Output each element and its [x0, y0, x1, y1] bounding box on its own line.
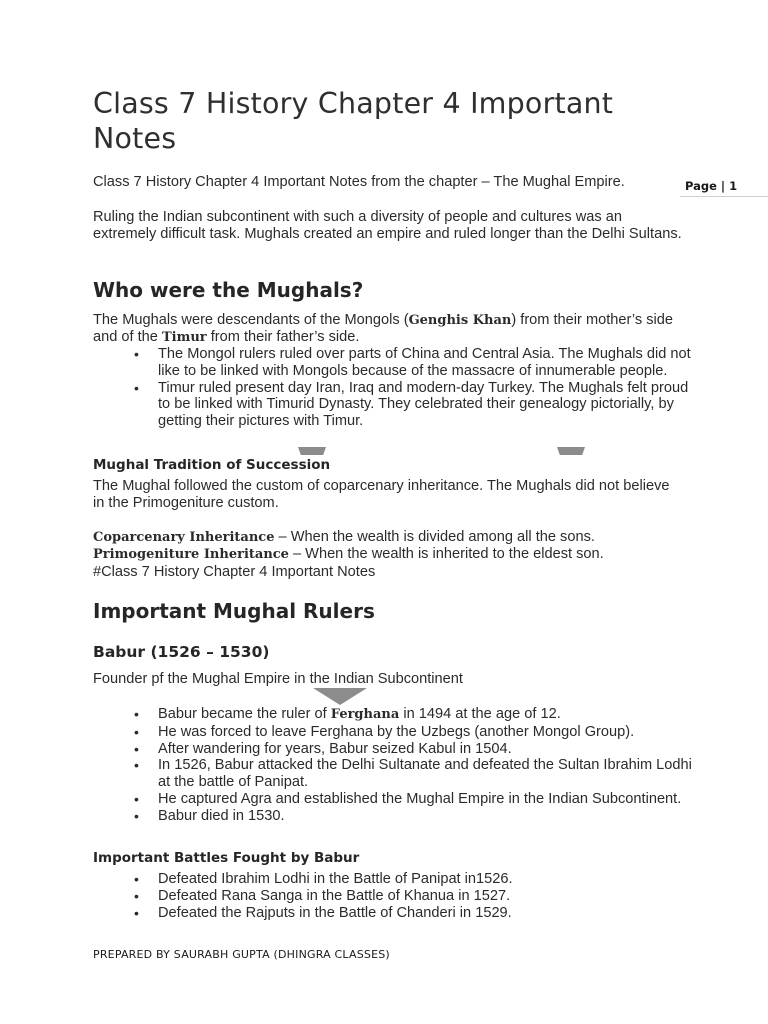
term-primogeniture: Primogeniture Inheritance — [93, 547, 289, 562]
coparcenary-text: – When the wealth is divided among all the sons. — [274, 529, 595, 545]
hashtag-text: #Class 7 History Chapter 4 Important Notes — [93, 564, 376, 580]
list-item: • Babur died in 1530. — [93, 808, 693, 825]
list-item: • He was forced to leave Ferghana by the Uzbegs (another Mongol Group). — [93, 724, 693, 741]
heading-succession: Mughal Tradition of Succession — [93, 457, 331, 473]
heading-battles: Important Battles Fought by Babur — [93, 850, 360, 866]
who-text-c: ) from their mother’s side and of the — [93, 312, 674, 345]
babur-b1-text-a: Babur became the ruler of — [158, 706, 331, 722]
page-title: Class 7 History Chapter 4 Important Notes — [93, 87, 614, 155]
succession-paragraph: The Mughal followed the custom of coparcenary inheritance. The Mughals did not believe in the Primogeniture custom. — [93, 478, 670, 511]
who-bullet-list — [93, 346, 693, 430]
who-text-e: from their father’s side. — [206, 329, 360, 345]
battles-bullet-list — [93, 871, 693, 921]
intro-paragraph: Class 7 History Chapter 4 Important Notes from the chapter – The Mughal Empire. — [93, 174, 625, 190]
heading-babur: Babur (1526 – 1530) — [93, 643, 270, 661]
primogeniture-definition — [93, 546, 683, 563]
term-ferghana: Ferghana — [330, 707, 400, 722]
heading-important-rulers: Important Mughal Rulers — [93, 599, 375, 623]
decorative-shape — [298, 447, 326, 455]
term-genghis-khan: Genghis Khan — [408, 313, 512, 328]
coparcenary-definition — [93, 529, 683, 546]
footer-prepared-by: PREPARED BY SAURABH GUPTA (DHINGRA CLASSES) — [93, 948, 390, 961]
primogeniture-text: – When the wealth is inherited to the eldest son. — [288, 546, 604, 562]
list-item: • After wandering for years, Babur seized Kabul in 1504. — [93, 741, 693, 758]
list-item: • Defeated the Rajputs in the Battle of Chanderi in 1529. — [93, 905, 693, 922]
babur-bullet-list — [93, 706, 693, 825]
list-item: • Timur ruled present day Iran, Iraq and modern-day Turkey. The Mughals felt proud to be linked with Timurid Dynasty. They celebrated their genealogy pictorially, by getting their pictures with Timur. — [93, 380, 693, 430]
list-item — [93, 706, 693, 724]
babur-b1-text-c: in 1494 at the age of 12. — [399, 706, 561, 722]
decorative-shape — [557, 447, 585, 455]
term-timur: Timur — [161, 330, 207, 345]
list-item: • He captured Agra and established the Mughal Empire in the Indian Subcontinent. — [93, 791, 693, 808]
who-paragraph — [93, 312, 683, 346]
term-coparcenary: Coparcenary Inheritance — [93, 530, 275, 545]
list-item: • The Mongol rulers ruled over parts of China and Central Asia. The Mughals did not like to be linked with Mongols because of the massacre of innumerable people. — [93, 346, 693, 380]
heading-who-were-mughals: Who were the Mughals? — [93, 278, 364, 302]
list-item: • Defeated Ibrahim Lodhi in the Battle of Panipat in1526. — [93, 871, 693, 888]
list-item: • Defeated Rana Sanga in the Battle of Khanua in 1527. — [93, 888, 693, 905]
decorative-shape — [313, 688, 367, 705]
intro-paragraph-2: Ruling the Indian subcontinent with such a diversity of people and cultures was an extremely difficult task. Mughals created an empire and ruled longer than the Delhi Sultans. — [93, 209, 682, 242]
who-text-a: The Mughals were descendants of the Mongols ( — [93, 312, 409, 328]
list-item: • In 1526, Babur attacked the Delhi Sultanate and defeated the Sultan Ibrahim Lodhi at the battle of Panipat. — [93, 757, 693, 791]
babur-intro: Founder pf the Mughal Empire in the Indian Subcontinent — [93, 671, 463, 687]
page-number: Page | 1 — [680, 176, 768, 197]
